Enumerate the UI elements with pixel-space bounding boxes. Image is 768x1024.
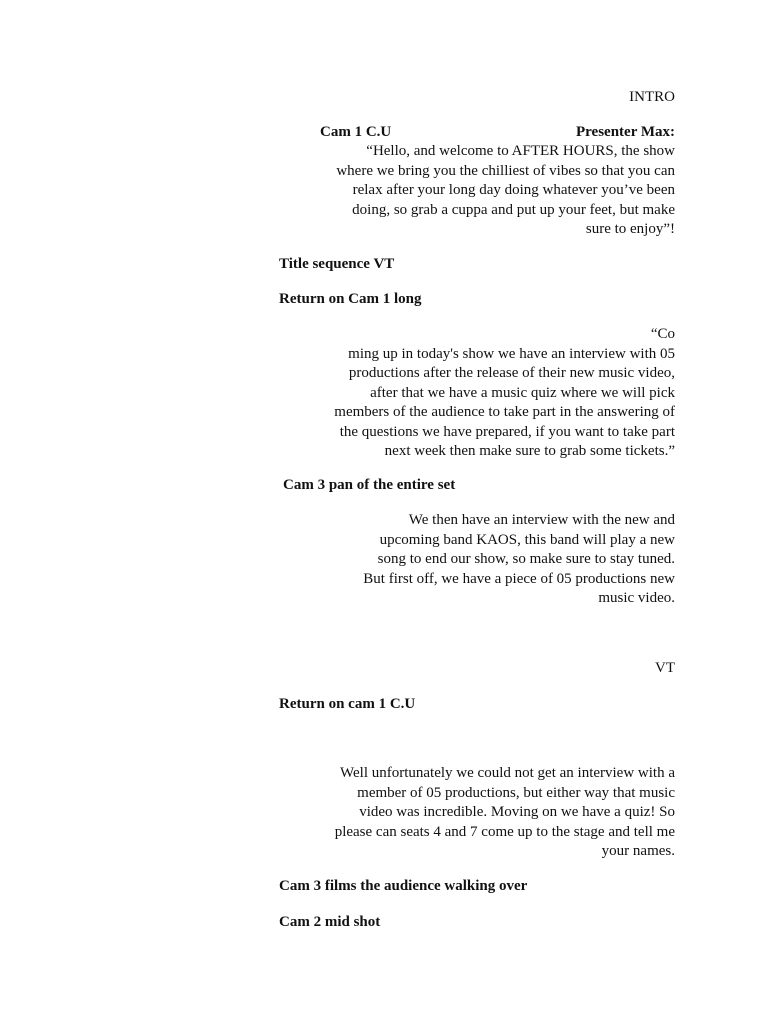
speech-line: “Co — [650, 326, 675, 342]
vt-cue: VT — [655, 660, 675, 676]
speech-line: upcoming band KAOS, this band will play a new — [379, 531, 675, 548]
return-cam1-cu-cue: Return on cam 1 C.U — [279, 696, 416, 712]
intro-heading: INTRO — [629, 89, 675, 105]
speech-line: music video. — [598, 590, 675, 606]
speech-line: members of the audience to take part in the answering of — [334, 404, 675, 420]
speech-line: We then have an interview with the new and — [408, 512, 675, 528]
welcome-speech — [279, 142, 675, 240]
speech-line: the questions we have prepared, if you want to take part — [339, 423, 675, 440]
cam3-audience-cue: Cam 3 films the audience walking over — [279, 878, 528, 894]
speech-line: But first off, we have a piece of 05 productions new — [363, 570, 675, 587]
return-cam1-long-cue: Return on Cam 1 long — [279, 291, 422, 307]
interview-speech — [279, 511, 675, 609]
speech-line: please can seats 4 and 7 come up to the stage and tell me — [334, 823, 675, 840]
cam3-pan-cue: Cam 3 pan of the entire set — [283, 477, 456, 493]
cam1-cu-label: Cam 1 C.U — [320, 124, 392, 140]
speech-line: sure to enjoy”! — [585, 221, 675, 237]
speech-line: productions after the release of their new music video, — [348, 365, 675, 381]
speech-line: member of 05 productions, but either way that music — [357, 784, 675, 801]
speech-line: song to end our show, so make sure to stay tuned. — [377, 551, 675, 567]
quiz-speech — [279, 764, 675, 862]
speech-line: video was incredible. Moving on we have a quiz! So — [359, 804, 675, 820]
title-sequence-cue: Title sequence VT — [279, 256, 395, 272]
presenter-label: Presenter Max: — [576, 124, 675, 140]
speech-line: doing, so grab a cuppa and put up your feet, but make — [352, 201, 675, 218]
speech-line: next week then make sure to grab some tickets.” — [384, 443, 675, 459]
cam2-mid-shot-cue: Cam 2 mid shot — [279, 914, 381, 930]
speech-line: Well unfortunately we could not get an interview with a — [340, 765, 675, 781]
speech-line: after that we have a music quiz where we will pick — [370, 384, 675, 401]
speech-line: “Hello, and welcome to AFTER HOURS, the show — [366, 143, 675, 159]
speech-line: ming up in today's show we have an interview with 05 — [348, 345, 675, 362]
speech-line: relax after your long day doing whatever you’ve been — [352, 182, 675, 198]
speech-line: your names. — [601, 843, 675, 859]
speech-line: where we bring you the chilliest of vibes so that you can — [336, 162, 675, 179]
coming-up-speech — [279, 325, 675, 462]
